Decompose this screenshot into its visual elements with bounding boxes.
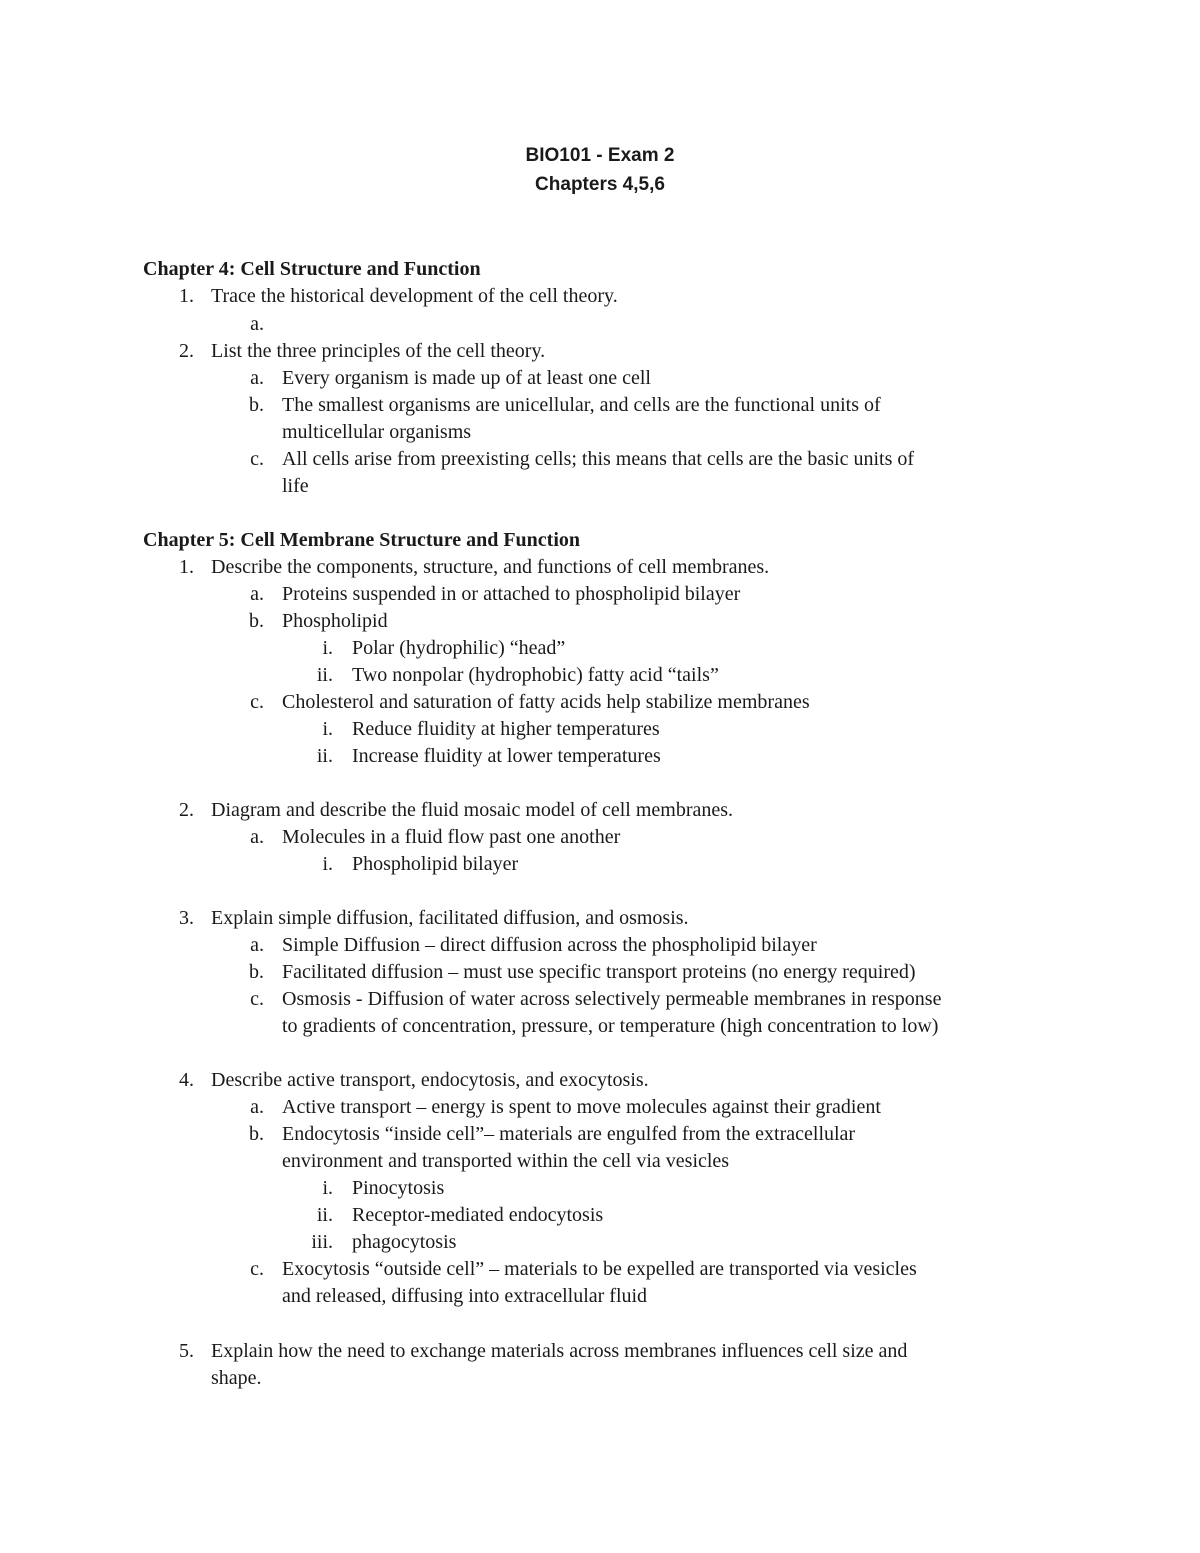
ch5-item-1b-text: Phospholipid (282, 610, 388, 632)
ch5-item-3c-text-line1: Osmosis - Diffusion of water across selectively permeable membranes in response (282, 988, 942, 1010)
ch5-item-4-text: Describe active transport, endocytosis, and exocytosis. (211, 1069, 649, 1091)
ch4-item-2b-marker: b. (249, 394, 264, 416)
ch5-item-1a-marker: a. (250, 583, 264, 605)
chapter-4-heading: Chapter 4: Cell Structure and Function (143, 258, 481, 280)
ch5-item-1c-i-text: Reduce fluidity at higher temperatures (352, 718, 660, 740)
ch4-item-1a-marker: a. (250, 313, 264, 335)
ch5-item-4b-text-line1: Endocytosis “inside cell”– materials are engulfed from the extracellular (282, 1123, 856, 1145)
ch5-item-4b-iii-text: phagocytosis (352, 1231, 457, 1253)
ch5-item-1c-ii-marker: ii. (316, 745, 333, 767)
ch5-item-1-marker: 1. (179, 556, 194, 578)
ch5-item-4a-text: Active transport – energy is spent to move molecules against their gradient (282, 1096, 881, 1118)
ch5-item-4b-ii-marker: ii. (316, 1204, 333, 1226)
ch5-item-4a-marker: a. (250, 1096, 264, 1118)
ch5-item-4c-text-line2: and released, diffusing into extracellular fluid (282, 1285, 648, 1307)
ch5-item-1c-ii-text: Increase fluidity at lower temperatures (352, 745, 661, 767)
ch4-item-1-text: Trace the historical development of the cell theory. (211, 285, 618, 307)
ch5-item-3-text: Explain simple diffusion, facilitated diffusion, and osmosis. (211, 907, 689, 929)
ch5-item-5-marker: 5. (179, 1340, 194, 1362)
chapter-5-heading: Chapter 5: Cell Membrane Structure and Function (143, 529, 581, 551)
ch5-item-2a-i-marker: i. (322, 853, 333, 875)
ch4-item-2c-text-line1: All cells arise from preexisting cells; this means that cells are the basic units of (282, 448, 915, 470)
ch5-item-2-text: Diagram and describe the fluid mosaic model of cell membranes. (211, 799, 734, 821)
ch5-item-1b-i-text: Polar (hydrophilic) “head” (352, 637, 566, 659)
ch5-item-4b-marker: b. (249, 1123, 264, 1145)
ch5-item-1c-i-marker: i. (322, 718, 333, 740)
ch5-item-1b-i-marker: i. (322, 637, 333, 659)
ch5-item-1b-ii-marker: ii. (316, 664, 333, 686)
ch5-item-3-marker: 3. (179, 907, 194, 929)
ch5-item-2a-marker: a. (250, 826, 264, 848)
ch5-item-2a-text: Molecules in a fluid flow past one another (282, 826, 621, 848)
ch4-item-2-marker: 2. (179, 340, 194, 362)
ch4-item-2a-text: Every organism is made up of at least one cell (282, 367, 651, 389)
ch5-item-4b-iii-marker: iii. (311, 1231, 333, 1253)
ch5-item-3b-text: Facilitated diffusion – must use specific transport proteins (no energy required) (282, 961, 916, 983)
ch5-item-3c-marker: c. (250, 988, 264, 1010)
ch5-item-1a-text: Proteins suspended in or attached to phospholipid bilayer (282, 583, 741, 605)
ch5-item-2a-i-text: Phospholipid bilayer (352, 853, 519, 875)
ch4-item-1-marker: 1. (179, 285, 194, 307)
ch5-item-4-marker: 4. (179, 1069, 194, 1091)
ch5-item-1b-marker: b. (249, 610, 264, 632)
ch4-item-2b-text-line1: The smallest organisms are unicellular, and cells are the functional units of (282, 394, 881, 416)
ch5-item-3c-text-line2: to gradients of concentration, pressure, or temperature (high concentration to low) (282, 1015, 939, 1037)
ch5-item-3a-text: Simple Diffusion – direct diffusion across the phospholipid bilayer (282, 934, 817, 956)
ch5-item-1c-marker: c. (250, 691, 264, 713)
ch5-item-3b-marker: b. (249, 961, 264, 983)
ch5-item-4b-text-line2: environment and transported within the cell via vesicles (282, 1150, 730, 1172)
ch5-item-4c-text-line1: Exocytosis “outside cell” – materials to be expelled are transported via vesicles (282, 1258, 917, 1280)
ch5-item-4b-i-marker: i. (322, 1177, 333, 1199)
ch4-item-2c-text-line2: life (282, 475, 309, 497)
ch5-item-5-text-line1: Explain how the need to exchange materials across membranes influences cell size and (211, 1340, 908, 1362)
ch4-item-2c-marker: c. (250, 448, 264, 470)
ch5-item-1c-text: Cholesterol and saturation of fatty acids help stabilize membranes (282, 691, 810, 713)
ch5-item-2-marker: 2. (179, 799, 194, 821)
ch5-item-4c-marker: c. (250, 1258, 264, 1280)
ch5-item-1-text: Describe the components, structure, and functions of cell membranes. (211, 556, 770, 578)
ch5-item-1b-ii-text: Two nonpolar (hydrophobic) fatty acid “tails” (352, 664, 719, 686)
ch5-item-5-text-line2: shape. (211, 1367, 262, 1389)
ch4-item-2b-text-line2: multicellular organisms (282, 421, 472, 443)
ch5-item-4b-i-text: Pinocytosis (352, 1177, 445, 1199)
doc-subtitle: Chapters 4,5,6 (535, 174, 665, 195)
ch5-item-3a-marker: a. (250, 934, 264, 956)
ch4-item-2-text: List the three principles of the cell theory. (211, 340, 546, 362)
ch5-item-4b-ii-text: Receptor-mediated endocytosis (352, 1204, 604, 1226)
doc-title: BIO101 - Exam 2 (525, 145, 675, 166)
ch4-item-2a-marker: a. (250, 367, 264, 389)
